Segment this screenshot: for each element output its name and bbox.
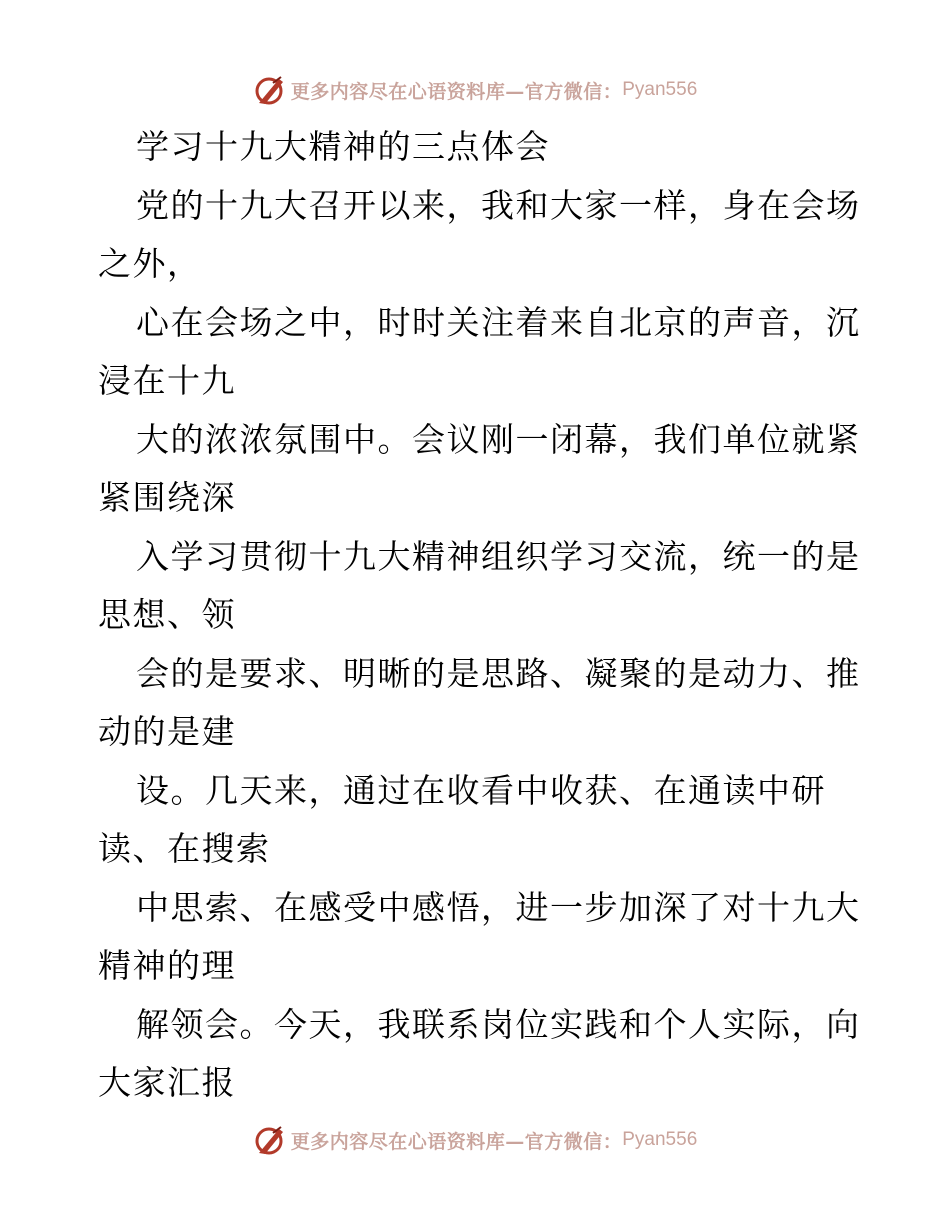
document-title: 学习十九大精神的三点体会	[136, 127, 550, 166]
paragraph-line: 中思索、在感受中感悟，进一步加深了对十九大	[136, 887, 861, 927]
paragraph-line: 动的是建	[98, 712, 236, 751]
banner-text: 更多内容尽在心语资料库—官方微信：	[290, 1130, 623, 1153]
paragraph-line: 读、在搜索	[98, 829, 271, 868]
header-banner	[0, 70, 950, 110]
paragraph-line: 党的十九大召开以来，我和大家一样，身在会场	[136, 185, 861, 225]
paragraph-line: 精神的理	[98, 946, 236, 985]
banner-wechat-id: Pyan556	[622, 79, 698, 100]
footer-banner	[0, 1120, 950, 1160]
quill-pen-logo-icon	[253, 73, 287, 107]
banner-text: 更多内容尽在心语资料库—官方微信：	[290, 80, 623, 103]
paragraph-line: 大家汇报	[98, 1063, 236, 1102]
paragraph-line: 大的浓浓氛围中。会议刚一闭幕，我们单位就紧	[136, 419, 861, 459]
paragraph-line: 解领会。今天，我联系岗位实践和个人实际，向	[136, 1004, 861, 1044]
paragraph-line: 心在会场之中，时时关注着来自北京的声音，沉	[136, 302, 861, 342]
paragraph-line: 入学习贯彻十九大精神组织学习交流，统一的是	[136, 536, 861, 576]
paragraph-line: 思想、领	[98, 595, 236, 634]
paragraph-line: 之外，	[98, 244, 202, 283]
banner-wechat-id: Pyan556	[622, 1129, 698, 1150]
paragraph-line: 会的是要求、明晰的是思路、凝聚的是动力、推	[136, 653, 861, 693]
paragraph-line: 设。几天来，通过在收看中收获、在通读中研	[136, 770, 826, 810]
paragraph-line: 紧围绕深	[98, 478, 236, 517]
paragraph-line: 浸在十九	[98, 361, 236, 400]
quill-pen-logo-icon	[253, 1123, 287, 1157]
document-body	[98, 118, 861, 1113]
